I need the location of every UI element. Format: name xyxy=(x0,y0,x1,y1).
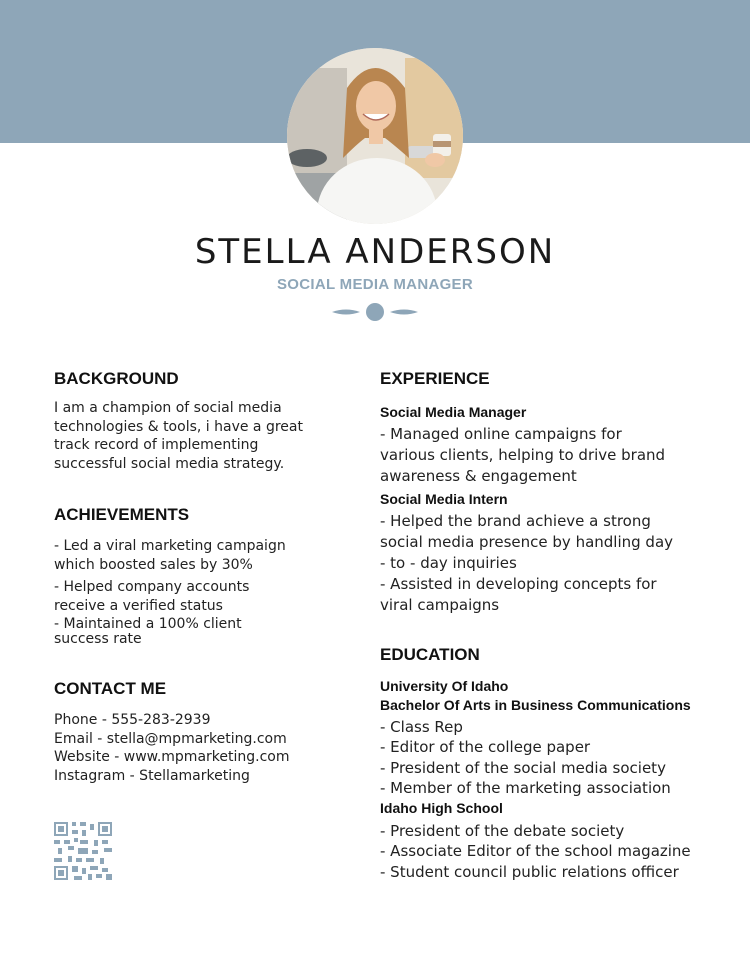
job-line: - Assisted in developing concepts for xyxy=(380,575,657,593)
contact-details xyxy=(54,711,289,785)
job-details xyxy=(380,424,665,487)
education-line: - Student council public relations officer xyxy=(380,862,679,881)
education-line: - Associate Editor of the school magazine xyxy=(380,842,691,861)
job-line: awareness & engagement xyxy=(380,467,577,485)
achievement-item xyxy=(54,578,249,615)
job-line: various clients, helping to drive brand xyxy=(380,446,666,464)
school-details xyxy=(380,717,671,798)
background-line: I am a champion of social media xyxy=(54,400,282,416)
achievements-heading: ACHIEVEMENTS xyxy=(54,505,190,524)
job-role: Social Media Manager xyxy=(380,404,527,420)
contact-website: Website - www.mpmarketing.com xyxy=(54,749,290,765)
profile-photo xyxy=(287,48,463,224)
experience-heading: EXPERIENCE xyxy=(380,369,490,388)
achievement-item xyxy=(54,617,242,647)
background-line: technologies & tools, i have a great xyxy=(54,418,303,435)
education-heading: EDUCATION xyxy=(380,645,480,664)
divider-ornament-icon xyxy=(330,302,420,322)
education-line: - President of the debate society xyxy=(380,822,625,840)
education-line: - President of the social media society xyxy=(380,758,666,777)
contact-heading: CONTACT ME xyxy=(54,679,167,698)
achievement-line: which boosted sales by 30% xyxy=(54,556,253,573)
achievement-line: receive a verified status xyxy=(54,597,223,614)
achievement-line: success rate xyxy=(54,631,142,647)
job-line: viral campaigns xyxy=(380,596,500,614)
school-details xyxy=(380,821,691,882)
job-line: social media presence by handling day xyxy=(380,533,674,551)
achievement-line: - Maintained a 100% client xyxy=(54,616,242,632)
job-line: - to - day inquiries xyxy=(380,554,517,572)
contact-email: Email - stella@mpmarketing.com xyxy=(54,730,287,747)
candidate-title: SOCIAL MEDIA MANAGER xyxy=(276,276,473,293)
job-role: Social Media Intern xyxy=(380,491,508,507)
background-line: track record of implementing xyxy=(54,437,259,453)
job-line: - Helped the brand achieve a strong xyxy=(380,512,651,530)
background-text xyxy=(54,399,303,473)
school-name: Idaho High School xyxy=(380,800,503,816)
job-line: - Managed online campaigns for xyxy=(380,425,622,443)
background-line: successful social media strategy. xyxy=(54,455,285,472)
education-line: - Member of the marketing association xyxy=(380,778,671,797)
background-heading: BACKGROUND xyxy=(54,369,179,388)
achievement-item xyxy=(54,537,286,574)
contact-instagram: Instagram - Stellamarketing xyxy=(54,767,250,784)
achievement-line: - Helped company accounts xyxy=(54,579,250,595)
qr-code-icon xyxy=(54,822,112,880)
job-details xyxy=(380,511,673,616)
education-line: - Class Rep xyxy=(380,718,463,736)
school-name: University Of Idaho xyxy=(380,678,509,694)
achievement-line: - Led a viral marketing campaign xyxy=(54,538,286,554)
candidate-name: STELLA ANDERSON xyxy=(194,232,556,272)
degree-name: Bachelor Of Arts in Business Communications xyxy=(380,697,691,713)
contact-phone: Phone - 555-283-2939 xyxy=(54,712,211,728)
education-line: - Editor of the college paper xyxy=(380,738,591,757)
